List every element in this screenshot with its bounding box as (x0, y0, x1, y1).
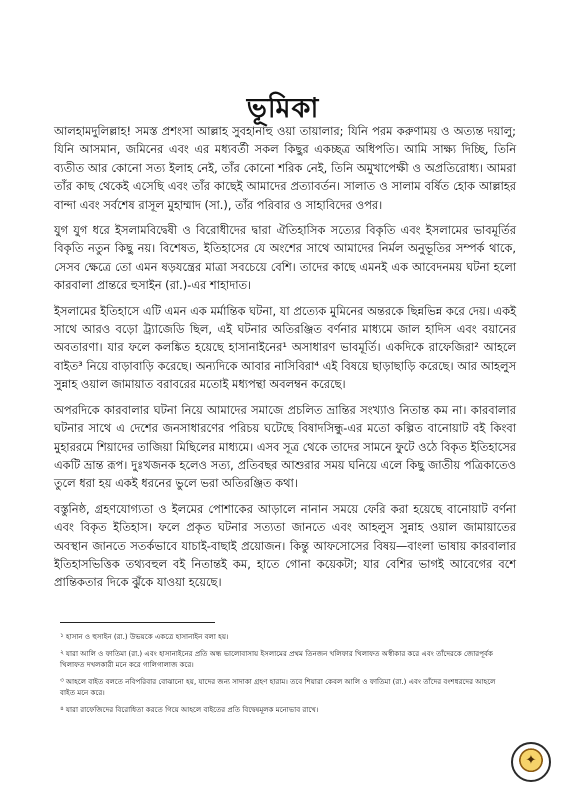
footnote-number: ৪ (60, 705, 64, 712)
paragraph-4: অপরদিকে কারবালার ঘটনা নিয়ে আমাদের সমাজে প্রচলিত ভ্রান্তির সংখ্যাও নিতান্ত কম না। কারবালার ঘটনার সাথে এ দেশের জনসাধারণের পরিচয় ঘটেছে বিষাদসিন্ধু-এর মতো কল্পিত বানোয়াট বই কিংবা মুহাররমে শিয়াদের তাজিয়া মিছিলের মাধ্যমে। এসব সূত্র থেকে তাদের সামনে ফুটে ওঠে বিকৃত ইতিহাসের একটি ভ্রান্ত রূপ। দুঃখজনক হলেও সত্য, প্রতিবছর আশুরার সময় ঘনিয়ে এলে কিছু জাতীয় পত্রিকাতেও তুলে ধরা হয় একই ধরনের ভুলে ভরা অতিরঞ্জিত কথা। (54, 402, 516, 491)
page-title: ভূমিকা (246, 93, 320, 124)
footnote-text: হাসান ও হুসাইন (রা.) উভয়কে একত্রে হাসানাইন বলা হয়। (65, 632, 229, 641)
paragraph-5: বস্তুনিষ্ঠ, গ্রহণযোগ্যতা ও ইলমের পোশাকের আড়ালে নানান সময়ে ফেরি করা হয়েছে বানোয়াট বর্ণনা এবং বিকৃত ইতিহাস। ফলে প্রকৃত ঘটনার সত্যতা জানতে এবং আহলুস সুন্নাহ ওয়াল জামায়াতের অবস্থান জানতে সতর্কভাবে যাচাই-বাছাই প্রয়োজন। কিন্তু আফসোসের বিষয়—বাংলা ভাষায় কারবালার ইতিহাসভিত্তিক তথ্যবহুল বই নিতান্তই কম, হাতে গোনা কয়েকটা; যার বেশির ভাগই আবেগের বশে প্রান্তিকতার দিকে ঝুঁকে যাওয়া হয়েছে। (54, 501, 516, 590)
lamp-icon: ✦ (525, 753, 537, 768)
footnotes (60, 630, 512, 720)
footnote-number: ২ (60, 649, 64, 656)
footnote-text: যারা আলি ও ফাতিমা (রা.) এবং হাসানাইনের প্রতি অন্ধ ভালোবাসায় ইসলামের প্রথম তিনজন খলিফার খিলাফত অস্বীকার করে এবং তাঁদেরকে জোরপূর্বক খিলাফত দখলকারী মনে করে গালিগালাজ করে। (60, 649, 493, 669)
footnote-number: ১ (60, 632, 64, 639)
publisher-logo-icon (511, 742, 551, 782)
footnote-1 (60, 630, 512, 642)
footnote-number: ৩ (60, 677, 64, 684)
footnote-text: আহলে বাইত বলতে নবিপরিবার বোঝানো হয়, যাদের জন্য সাদাকা গ্রহণ হারাম। তবে শিয়ারা কেবল আলি ও ফাতিমা (রা.) এবং তাঁদের বংশধরদের আহলে বাইত মনে করে। (60, 677, 496, 697)
paragraph-2: যুগ যুগ ধরে ইসলামবিদ্বেষী ও বিরোধীদের দ্বারা ঐতিহাসিক সত্যের বিকৃতি এবং ইসলামের ভাবমূর্তির বিকৃতি নতুন কিছু নয়। বিশেষত, ইতিহাসের যে অংশের সাথে আমাদের নির্মল অনুভূতির সম্পর্ক থাকে, সেসব ক্ষেত্রে তো এমন ষড়যন্ত্রের মাত্রা সবচেয়ে বেশি। তাদের কাছে এমনই এক আবেদনময় ঘটনা হলো কারবালা প্রান্তরে হুসাইন (রা.)-এর শাহাদাত। (54, 223, 516, 293)
footnote-divider (60, 622, 215, 623)
body-text (54, 122, 516, 599)
footnote-text: যারা রাফেজিদের বিরোধিতা করতে গিয়ে আহলে বাইতের প্রতি বিদ্বেষমূলক মনোভাব রাখে। (65, 705, 319, 714)
paragraph-3: ইসলামের ইতিহাসে এটি এমন এক মর্মান্তিক ঘটনা, যা প্রত্যেক মুমিনের অন্তরকে ছিন্নভিন্ন করে দেয়। একই সাথে আরও বড়ো ট্র্যাজেডি ছিল, এই ঘটনার অতিরঞ্জিত বর্ণনার মাধ্যমে জাল হাদিস এবং বয়ানের অবতারণা। যার ফলে কলঙ্কিত হয়েছে হাসানাইনের¹ অসাধারণ ভাবমূর্তি। একদিকে রাফেজিরা² আহলে বাইত³ নিয়ে বাড়াবাড়ি করেছে। অন্যদিকে আবার নাসিবিরা⁴ এই বিষয়ে ছাড়াছাড়ি করেছে। আর আহলুস সুন্নাহ ওয়াল জামায়াত বরাবরের মতোই মধ্যপন্থা অবলম্বন করেছে। (54, 303, 516, 392)
footnote-3 (60, 675, 512, 698)
paragraph-1: আলহামদুলিল্লাহ! সমস্ত প্রশংসা আল্লাহ সুবহানাহু ওয়া তায়ালার; যিনি পরম করুণাময় ও অত্যন্ত দয়ালু; যিনি আসমান, জমিনের এবং এর মধ্যবর্তী সকল কিছুর একচ্ছত্র অধিপতি। আমি সাক্ষ্য দিচ্ছি, তিনি ব্যতীত আর কোনো সত্য ইলাহ নেই, তাঁর কোনো শরিক নেই, তিনি অমুখাপেক্ষী ও অপ্রতিরোধ্য। আমরা তাঁর কাছ থেকেই এসেছি এবং তাঁর কাছেই আমাদের প্রত্যাবর্তন। সালাত ও সালাম বর্ষিত হোক আল্লাহর বান্দা এবং সর্বশেষ রাসূল মুহাম্মাদ (সা.), তাঁর পরিবার ও সাহাবিদের ওপর। (54, 124, 516, 212)
footnote-4 (60, 703, 512, 715)
footnote-2 (60, 647, 512, 670)
